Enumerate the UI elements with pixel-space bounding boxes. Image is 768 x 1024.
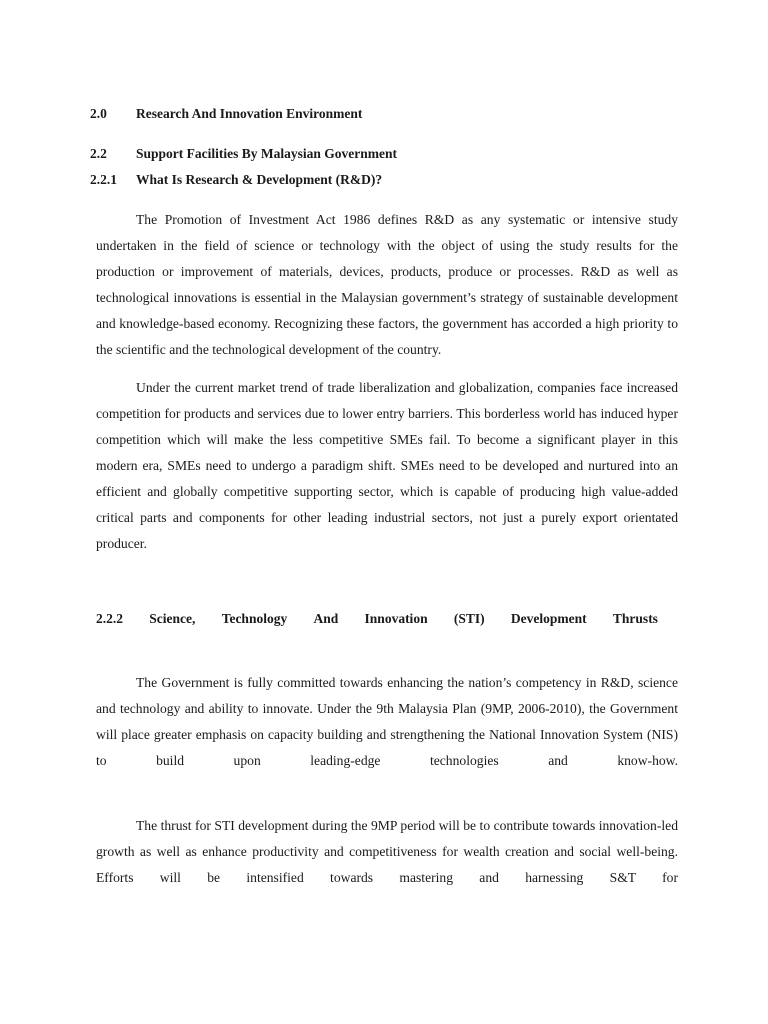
- section-heading-2-2-2: [96, 611, 658, 627]
- section-number: 2.0: [90, 106, 107, 121]
- heading-word: Science,: [149, 611, 196, 626]
- paragraph-sti-thrust: The thrust for STI development during the 9MP period will be to contribute towards innovation-led growth as well as enhance productivity and competitiveness for wealth creation and social well-being. Efforts will be intensified towards mastering and harnessing S&T for: [96, 818, 678, 885]
- section-heading-2-0: [90, 106, 362, 122]
- section-number: 2.2: [90, 146, 107, 161]
- section-title: Support Facilities By Malaysian Government: [136, 146, 397, 161]
- heading-word: Development: [510, 611, 587, 626]
- paragraph-government-commitment: The Government is fully committed towards enhancing the nation’s competency in R&D, science and technology and ability to innovate. Under the 9th Malaysia Plan (9MP, 2006-2010), the Government will place greater emphasis on capacity building and strengthening the National Innovation System (NIS) to build upon leading-edge technologies and know-how.: [96, 675, 678, 768]
- section-title: Research And Innovation Environment: [136, 106, 363, 121]
- section-heading-2-2-1: [90, 172, 382, 188]
- paragraph-market-trend: Under the current market trend of trade liberalization and globalization, companies face increased competition for products and services due to lower entry barriers. This borderless world has induced hyper competition which will make the less competitive SMEs fail. To become a significant player in this modern era, SMEs need to undergo a paradigm shift. SMEs need to be developed and nurtured into an efficient and globally competitive supporting sector, which is capable of producing high value-added critical parts and components for other leading industrial sectors, not just a purely export orientated producer.: [96, 380, 678, 551]
- heading-word: (STI): [453, 611, 485, 626]
- heading-word: And: [313, 611, 339, 626]
- section-number: 2.2.1: [90, 172, 117, 187]
- heading-word: Innovation: [364, 611, 428, 626]
- section-number: 2.2.2: [96, 611, 123, 626]
- section-heading-2-2: [90, 146, 397, 162]
- section-title: What Is Research & Development (R&D)?: [136, 172, 383, 187]
- paragraph-rd-definition: The Promotion of Investment Act 1986 defines R&D as any systematic or intensive study undertaken in the field of science or technology with the object of using the study results for the production or improvement of materials, devices, products, produce or processes. R&D as well as technological innovations is essential in the Malaysian government’s strategy of sustainable development and knowledge-based economy. Recognizing these factors, the government has accorded a high priority to the scientific and the technological development of the country.: [96, 212, 678, 357]
- heading-word: Technology: [221, 611, 288, 626]
- heading-word: Thrusts: [612, 611, 658, 626]
